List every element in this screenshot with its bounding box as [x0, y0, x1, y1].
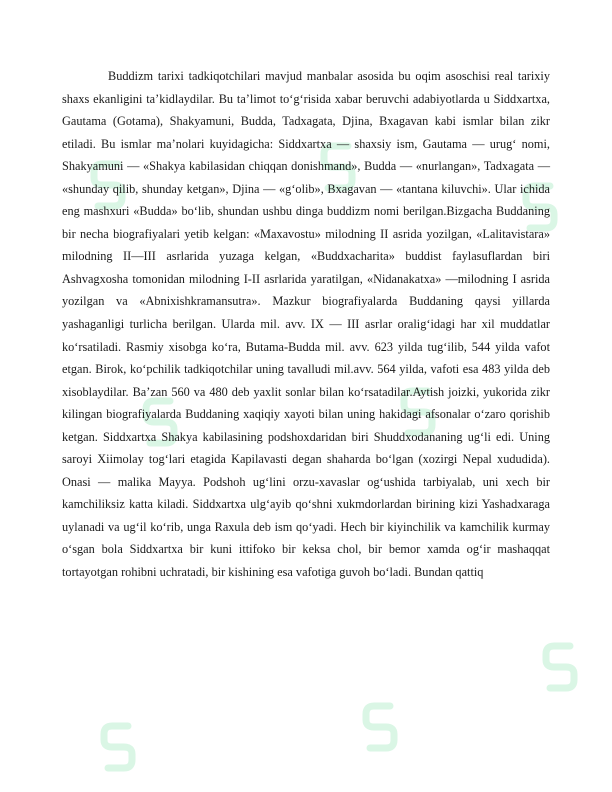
body-paragraph: Buddizm tarixi tadkiqotchilari mavjud manbalar asosida bu oqim asoschisi real tarixiy shaxs ekanligini ta’kidlaydilar. Bu ta’limot to‘g‘risida xabar beruvchi adabiyotlarda u Siddxartxa, Gautama (Gotama), Shakyamuni, Budda, Tadxagata, Djina, Bxagavan kabi ismlar bilan zikr etiladi. Bu ismlar ma’nolari kuyidagicha: Siddxartxa — shaxsiy ism, Gautama — urug‘ nomi, Shakyamuni — «Shakya kabilasidan chiqqan donishmand», Budda — «nurlangan», Tadxagata — «shunday qilib, shunday ketgan», Djina — «g‘olib», Bxagavan — «tantana kiluvchi». Ular ichida eng mashxuri «Budda» bo‘lib, shundan ushbu dinga buddizm nomi berilgan.Bizgacha Buddaning bir necha biografiyalari yetib kelgan: «Maxavostu» milodning II asrida yozilgan, «Lalitavistara» milodning II—III asrlarida yuzaga kelgan, «Buddxacharita» buddist faylasuflardan biri Ashvagxosha tomonidan milodning I-II asrlarida yaratilgan, «Nidanakatxa» —milodning I asrida yozilgan va «Abnixishkramansutra». Mazkur biografiyalarda Buddaning qaysi yillarda yashaganligi turlicha berilgan. Ularda mil. avv. IX — III asrlar oralig‘idagi har xil muddatlar ko‘rsatiladi. Rasmiy xisobga ko‘ra, Butama-Budda mil. avv. 623 yilda tug‘ilib, 544 yilda vafot etgan. Birok, ko‘pchilik tadkiqotchilar uning tavalludi mil.avv. 564 yilda, vafoti esa 483 yilda deb xisoblaydilar. Ba’zan 560 va 480 deb yaxlit sonlar bilan ko‘rsatadilar.Aytish joizki, yukorida zikr kilingan biografiyalarda Buddaning xaqiqiy xayoti bilan uning hakidagi afsonalar o‘zaro qorishib ketgan. Siddxartxa Shakya kabilasining podshoxdaridan biri Shuddxodananing ug‘li edi. Uning saroyi Xiimolay tog‘lari etagida Kapilavasti degan shaharda bo‘lgan (xozirgi Nepal xududida). Onasi — malika Mayya. Podshoh ug‘lini orzu-xavaslar og‘ushida tarbiyalab, uni xech bir kamchiliksiz katta kiladi. Siddxartxa ulg‘ayib qo‘shni xukmdorlardan birining kizi Yashadxaraga uylanadi va ug‘il ko‘rib, unga Raxula deb ism qo‘yadi. Hech bir kiyinchilik va kamchilik kurmay o‘sgan bola Siddxartxa bir kuni ittifoko bir keksa chol, bir bemor xamda og‘ir mashaqqat tortayotgan rohibni uchratadi, bir kishining esa vafotiga guvoh bo‘ladi. Bundan qattiq	[62, 69, 550, 580]
s-logo-watermark-icon	[98, 720, 138, 774]
s-logo-watermark-icon	[360, 700, 400, 754]
s-logo-watermark-icon	[540, 640, 580, 694]
document-body	[62, 65, 550, 584]
